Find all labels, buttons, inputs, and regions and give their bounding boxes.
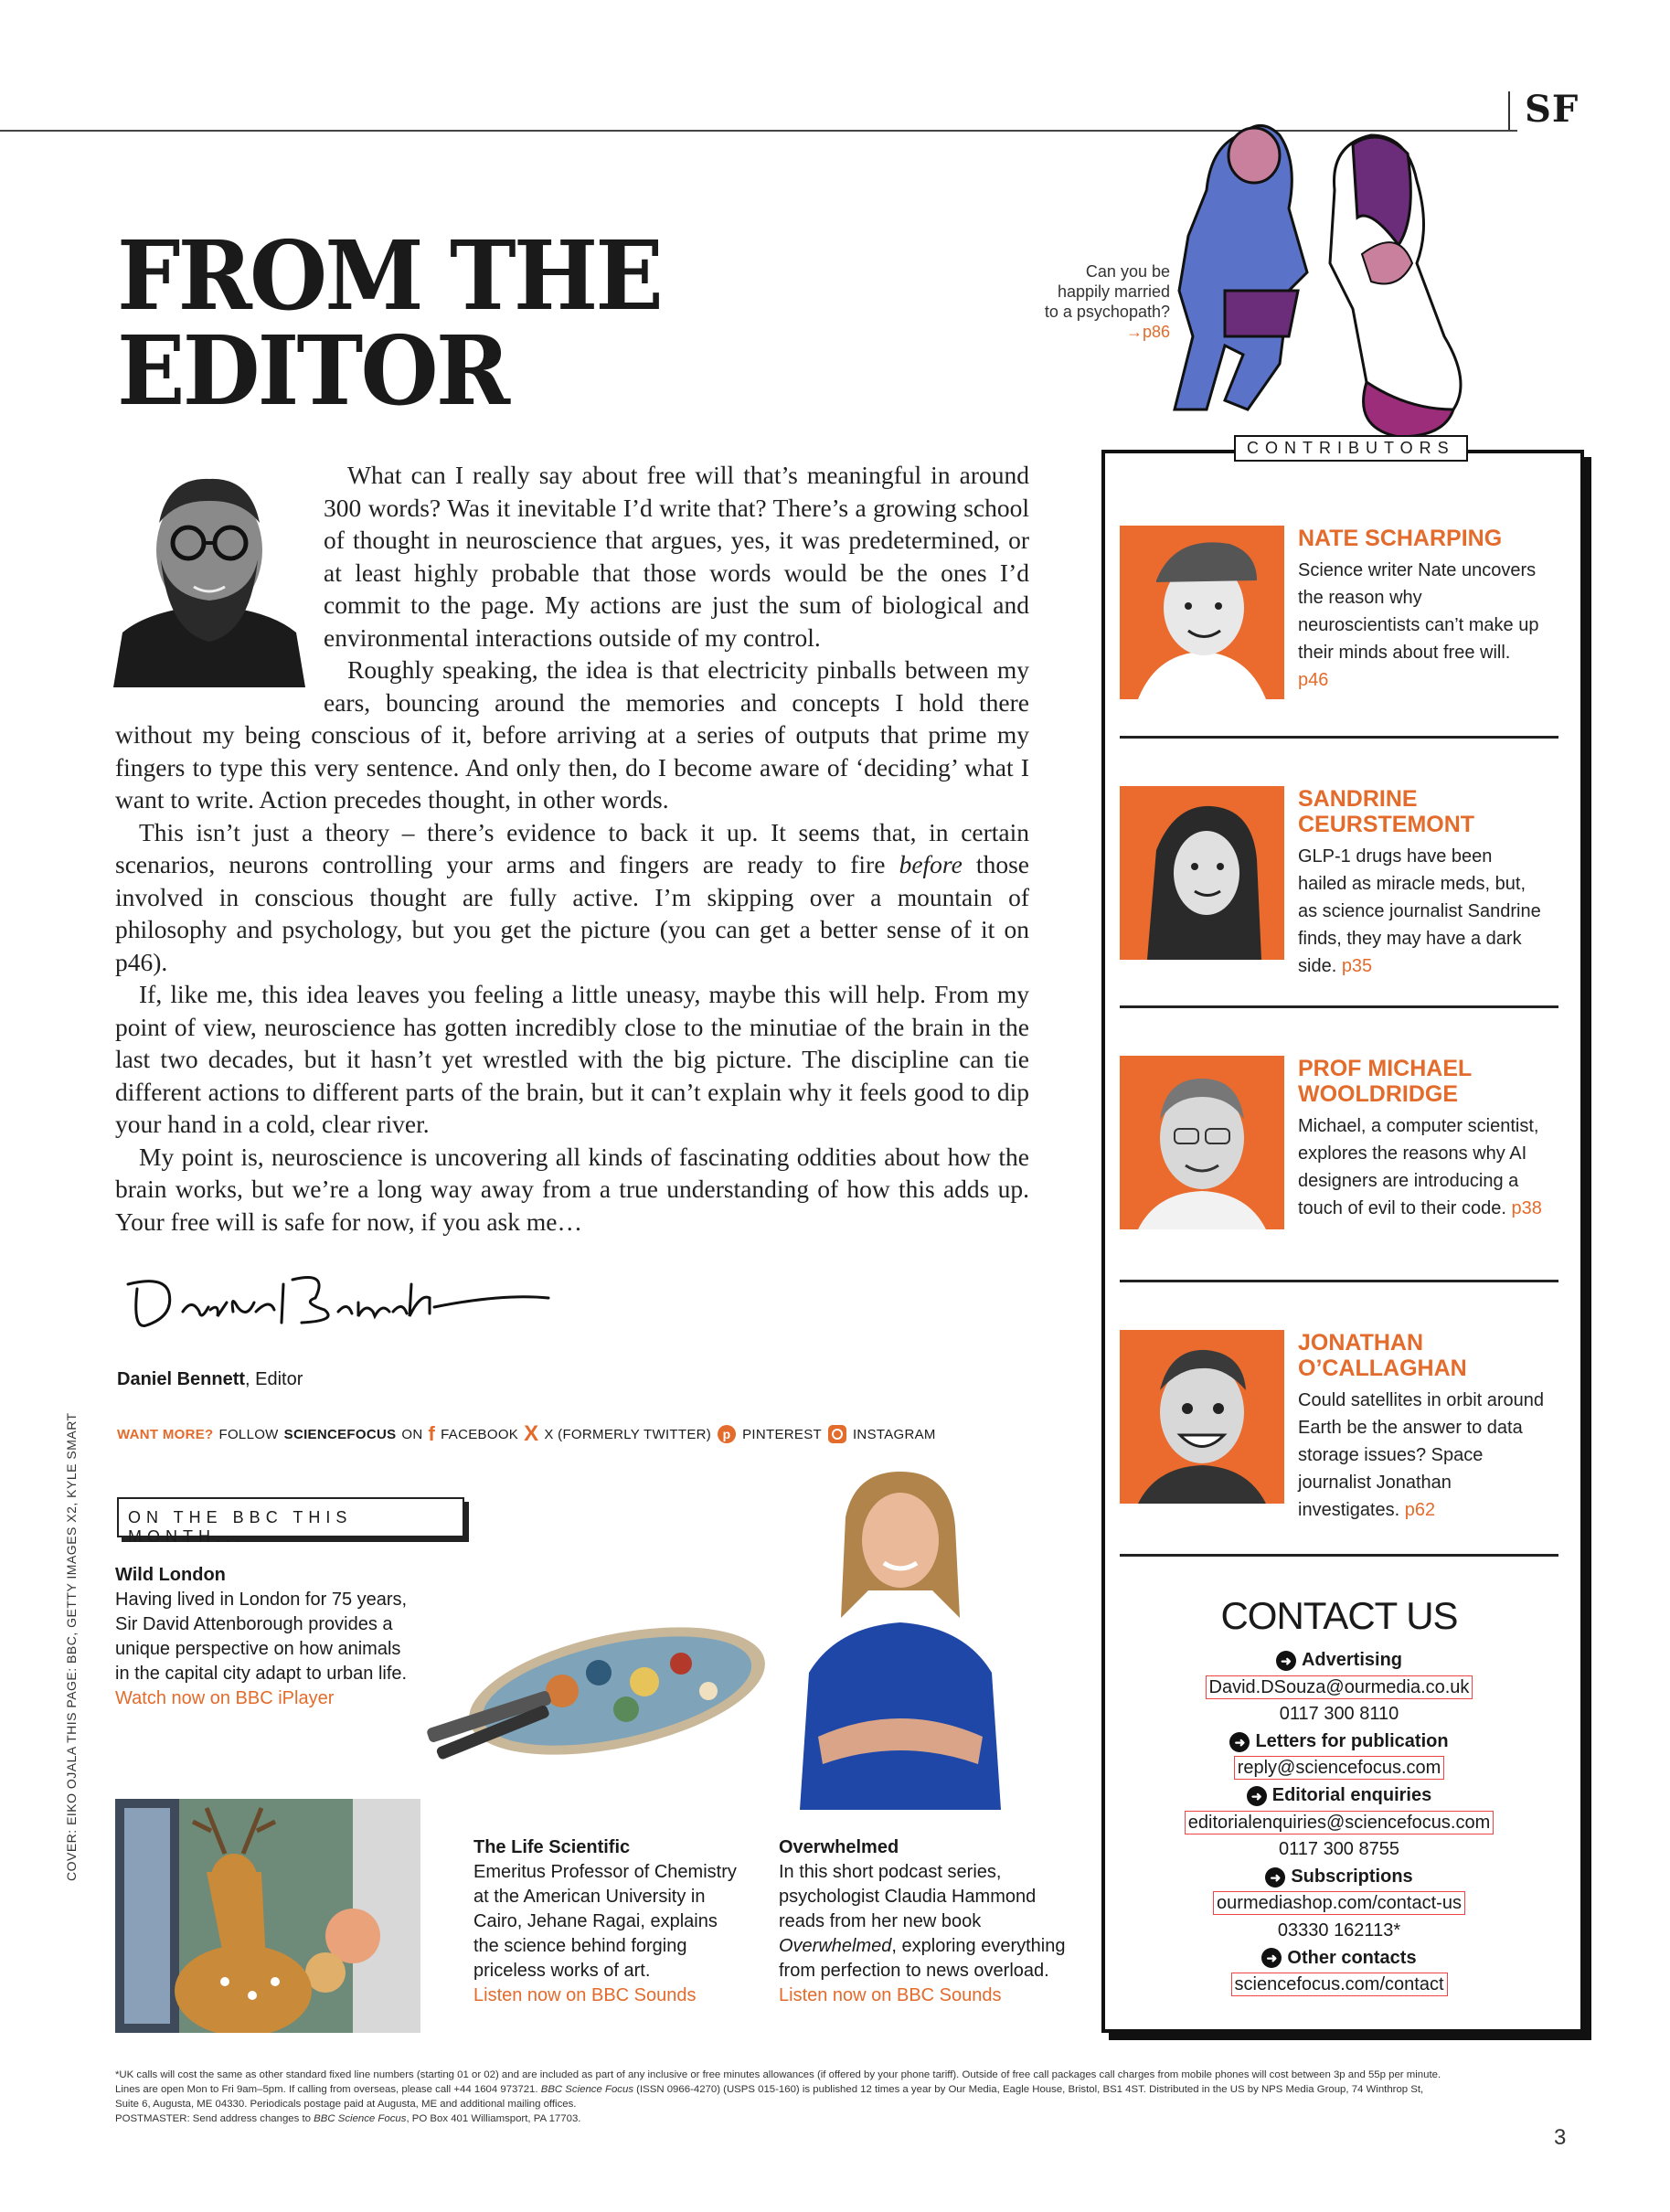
editor-credit: Daniel Bennett, Editor — [117, 1369, 303, 1389]
arrow-right-icon: ➜ — [1276, 1651, 1296, 1671]
x-link[interactable]: X (FORMERLY TWITTER) — [544, 1426, 712, 1442]
teaser-line: to a psychopath? — [1044, 303, 1170, 321]
couple-illustration — [1170, 108, 1536, 455]
svg-text:p: p — [722, 1427, 731, 1441]
bbc-item-overwhelmed: Overwhelmed In this short podcast series, psychologist Claudia Hammond reads from her new book Overwhelmed, exploring everything from perfection to news overload. Listen now on BBC Sounds — [779, 1835, 1071, 2008]
paragraph: This isn’t just a theory – there’s evidence to back it up. It seems that, in certain scenarios, neurons controlling your arms and fingers are ready to fire before those involved in conscious thought are fully active. I’m skipping over a mountain of philosophy and psychology, but you get the picture (you can get a better sense of it on p46). — [115, 817, 1029, 976]
facebook-icon[interactable]: f — [428, 1422, 436, 1445]
editorial-email[interactable]: editorialenquiries@sciencefocus.com — [1185, 1811, 1494, 1834]
x-icon[interactable]: X — [524, 1421, 539, 1446]
contributors-heading: CONTRIBUTORS — [1234, 435, 1468, 462]
paragraph: If, like me, this idea leaves you feeling a little uneasy, maybe this will help. From my point of view, neuroscience has gotten incredibly close to the minutiae of the brain in the last two decades, but it hasn’t yet wrestled with the big picture. The discipline can tie different actions to different parts of the brain, but it can’t explain why it feels good to dip your hand in a cold, clear river. — [115, 980, 1029, 1138]
deer-photo — [115, 1799, 420, 2033]
teaser-line: Can you be — [1085, 262, 1170, 281]
contributor-photo — [1120, 786, 1284, 960]
contact-heading: CONTACT US — [1220, 1594, 1458, 1637]
arrow-right-icon: ➜ — [1247, 1786, 1267, 1806]
contact-us — [1120, 1590, 1558, 1999]
subscriptions-label: ➜ Subscriptions — [1120, 1864, 1558, 1891]
photo-spacer — [115, 459, 324, 697]
subscriptions-link[interactable]: ourmediashop.com/contact-us — [1213, 1891, 1465, 1915]
pinterest-link[interactable]: PINTEREST — [742, 1426, 822, 1442]
watch-iplayer-link[interactable]: Watch now on BBC iPlayer — [115, 1688, 335, 1708]
editorial-label: ➜ Editorial enquiries — [1120, 1782, 1558, 1810]
contributor-photo — [1120, 1330, 1284, 1504]
teaser-line: happily married — [1057, 282, 1170, 301]
instagram-icon[interactable] — [827, 1424, 847, 1444]
paragraph: My point is, neuroscience is uncovering all kinds of fascinating oddities about how the brain works, but we’re a long way away from a true understanding of how this adds up. Your free will is safe for now, if you ask me… — [115, 1142, 1029, 1236]
contributor-name: PROF MICHAEL WOOLDRIDGE — [1298, 1056, 1472, 1107]
arrow-right-icon: ➜ — [1261, 1948, 1282, 1968]
page-title: FROM THE EDITOR — [117, 219, 662, 427]
subscriptions-phone: 03330 162113* — [1277, 1920, 1401, 1941]
teaser-page-link[interactable]: →p86 — [1125, 323, 1170, 341]
advertising-label: ➜ Advertising — [1120, 1647, 1558, 1675]
contributor-desc: GLP-1 drugs have been hailed as miracle meds, but, as science journalist Sandrine finds, they may have a dark side. p35 — [1298, 846, 1541, 976]
contributor-photo — [1120, 526, 1284, 699]
contributor-desc: Science writer Nate uncovers the reason why neuroscientists can’t make up their minds about free will. p46 — [1298, 560, 1539, 690]
listen-sounds-link[interactable]: Listen now on BBC Sounds — [779, 1985, 1002, 2005]
contributor-name: JONATHAN O’CALLAGHAN — [1298, 1330, 1467, 1381]
letters-email[interactable]: reply@sciencefocus.com — [1234, 1756, 1445, 1780]
page-link[interactable]: p35 — [1341, 956, 1373, 976]
legal-footer: *UK calls will cost the same as other standard fixed line numbers (starting 01 or 02) and are included as part of any inclusive or free minutes allowances (if offered by your phone tariff). Outside of free call packages call charges from mobile phones will cost between 3p and 55p per minute. Lines are open Mon to Fri 9am–5pm. If calling from overseas, please call +44 1604 973721. BBC Science Focus (ISSN 0966-4270) (USPS 015-160) is published 12 times a year by Our Media, Eagle House, Bristol, BS1 4ST. Distributed in the US by NPS Media Group, 74 Winthrop St, Suite 6, Augusta, ME 04330. Periodicals postage paid at Augusta, ME and additional mailing offices. POSTMASTER: Send address changes to BBC Science Focus, PO Box 401 Williamsport, PA 17703. — [115, 2069, 1441, 2124]
divider — [1120, 1005, 1558, 1008]
social-follow-bar: WANT MORE? FOLLOW SCIENCEFOCUS ON f FACEBOOK X X (FORMERLY TWITTER) p PINTEREST INSTAGRAM — [117, 1421, 936, 1446]
bbc-item-wild-london: Wild London Having lived in London for 75 years, Sir David Attenborough provides a unique perspective on how animals in the capital city adapt to urban life. Watch now on BBC iPlayer — [115, 1563, 408, 1711]
divider — [1120, 736, 1558, 739]
paint-palette-image — [416, 1618, 772, 1773]
facebook-link[interactable]: FACEBOOK — [441, 1426, 519, 1442]
pinterest-icon[interactable] — [717, 1424, 737, 1444]
photo-credits: COVER: EIKO OJALA THIS PAGE: BBC, GETTY IMAGES X2, KYLE SMART — [64, 1412, 79, 1881]
contributor-photo — [1120, 1056, 1284, 1229]
page-link[interactable]: p38 — [1511, 1198, 1542, 1218]
bbc-section-heading: ON THE BBC THIS MONTH... — [117, 1497, 464, 1537]
divider — [1120, 1280, 1558, 1282]
other-contacts-label: ➜ Other contacts — [1120, 1945, 1558, 1973]
page-link[interactable]: p62 — [1404, 1500, 1436, 1520]
contributor-desc: Could satellites in orbit around Earth be the answer to data storage issues? Space journalist Jonathan investigates. p62 — [1298, 1390, 1545, 1520]
want-more-label: WANT MORE? — [117, 1426, 214, 1442]
paragraph: Roughly speaking, the idea is that electricity pinballs between my ears, bouncing around the memories and concepts I hold there without my being conscious of it, before arriving at a series of outputs that prime my fingers to type this very sentence. And only then, do I become aware of ‘deciding’ what I want to write. Action precedes thought, in other words. — [115, 655, 1029, 814]
contributor-name: NATE SCHARPING — [1298, 526, 1503, 551]
bbc-item-life-scientific: The Life Scientific Emeritus Professor of Chemistry at the American University in Cairo, Jehane Ragai, explains the science behind forging priceless works of art. Listen now on BBC Sounds — [473, 1835, 739, 2008]
page-number: 3 — [1554, 2125, 1567, 2150]
paragraph: What can I really say about free will that’s meaningful in around 300 words? Was it inevitable I’d write that? There’s a growing school of thought in neuroscience that argues, yes, it was predetermined, or at least highly probable that those words would be the ones I’d commit to the page. My actions are just the sum of biological and environmental interactions outside of my control. — [324, 461, 1029, 652]
letters-label: ➜ Letters for publication — [1120, 1728, 1558, 1756]
editor-signature — [119, 1266, 558, 1339]
divider — [1120, 1554, 1558, 1557]
instagram-link[interactable]: INSTAGRAM — [852, 1426, 936, 1442]
claudia-hammond-photo — [782, 1462, 1019, 1810]
editorial-phone: 0117 300 8755 — [1279, 1839, 1399, 1860]
editorial-body — [115, 459, 1029, 1238]
other-contacts-link[interactable]: sciencefocus.com/contact — [1231, 1973, 1448, 1996]
contributor-name: SANDRINE CEURSTEMONT — [1298, 786, 1475, 837]
advertising-phone: 0117 300 8110 — [1279, 1704, 1399, 1725]
arrow-right-icon: ➜ — [1265, 1867, 1285, 1888]
teaser[interactable] — [987, 261, 1170, 342]
advertising-email[interactable]: David.DSouza@ourmedia.co.uk — [1206, 1675, 1473, 1699]
page-link[interactable]: p46 — [1298, 670, 1329, 690]
listen-sounds-link[interactable]: Listen now on BBC Sounds — [473, 1985, 697, 2005]
contributor-desc: Michael, a computer scientist, explores the reasons why AI designers are introducing a touch of evil to their code. p38 — [1298, 1116, 1542, 1218]
sf-logo[interactable]: SF — [1525, 88, 1580, 131]
arrow-right-icon: ➜ — [1229, 1732, 1250, 1752]
